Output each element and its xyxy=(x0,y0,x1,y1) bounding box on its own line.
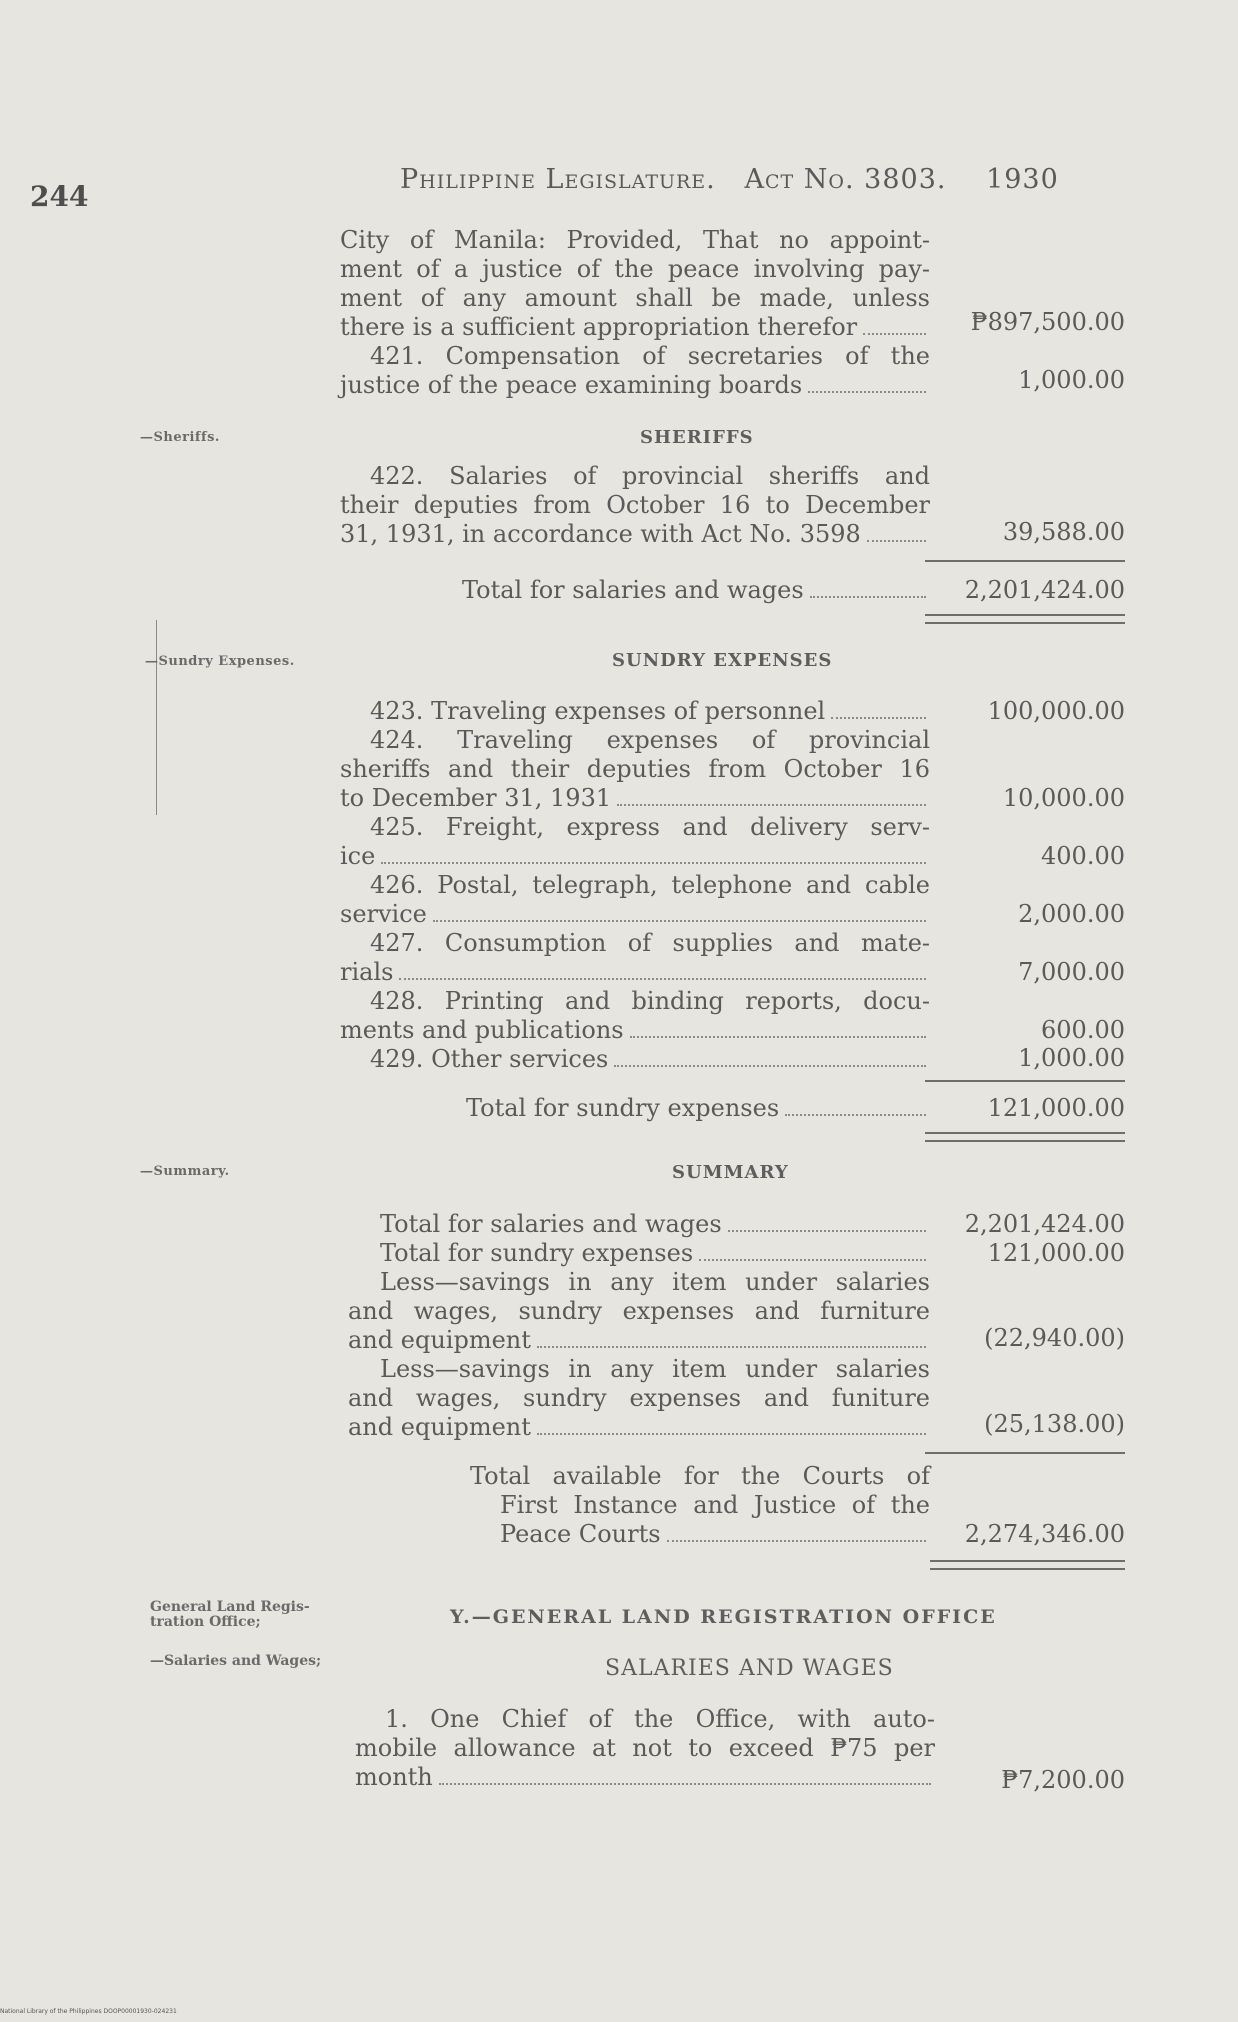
text-line: ment of a justice of the peace involving pay- xyxy=(340,255,930,283)
text-line: ments and publications xyxy=(340,1016,930,1045)
amount: 100,000.00 xyxy=(987,697,1125,725)
summary-total xyxy=(470,1462,930,1549)
text-line: 426. Postal, telegraph, telephone and cable xyxy=(370,871,930,899)
section-heading-salaries: SALARIES AND WAGES xyxy=(605,1656,894,1681)
amount: (22,940.00) xyxy=(984,1324,1125,1352)
margin-note-sheriffs: —Sheriffs. xyxy=(140,430,220,445)
text-line: 31, 1931, in accordance with Act No. 3598 xyxy=(340,520,930,549)
text-line: and equipment xyxy=(348,1326,930,1355)
text-line: there is a sufficient appropriation therefor xyxy=(340,313,930,342)
margin-note-salaries: —Salaries and Wages; xyxy=(150,1653,322,1669)
text-line: 421. Compensation of secretaries of the xyxy=(370,342,930,370)
sundry-items xyxy=(340,697,930,1074)
text-line: and wages, sundry expenses and funiture xyxy=(348,1384,930,1412)
text-line: service xyxy=(340,900,930,929)
text-line: their deputies from October 16 to December xyxy=(340,491,930,519)
amount: 2,201,424.00 xyxy=(964,1210,1125,1238)
text-line: rials xyxy=(340,958,930,987)
section-heading-sheriffs: SHERIFFS xyxy=(640,427,754,448)
amount: (25,138.00) xyxy=(984,1410,1125,1438)
double-rule xyxy=(930,1560,1125,1570)
text-line: 422. Salaries of provincial sheriffs and xyxy=(370,462,930,490)
manila-proviso xyxy=(340,226,930,400)
margin-note-sundry: —Sundry Expenses. xyxy=(145,654,295,669)
text-line: month xyxy=(355,1763,935,1792)
amount: 1,000.00 xyxy=(1018,366,1125,394)
running-head-act: Act No. 3803. xyxy=(744,164,947,195)
item-422 xyxy=(340,462,930,549)
text-line: and wages, sundry expenses and furniture xyxy=(348,1297,930,1325)
text-line: and equipment xyxy=(348,1413,930,1442)
scan-footer: National Library of the Philippines DOOP00001930-024231 xyxy=(0,2008,177,2015)
section-heading-land-registration: Y.—GENERAL LAND REGISTRATION OFFICE xyxy=(450,1606,997,1628)
text-line: 429. Other services xyxy=(340,1045,930,1074)
text-line: Total for salaries and wages xyxy=(380,1210,930,1239)
text-line: sheriffs and their deputies from October 16 xyxy=(340,755,930,783)
text-line: 424. Traveling expenses of provincial xyxy=(370,726,930,754)
text-line: ment of any amount shall be made, unless xyxy=(340,284,930,312)
double-rule xyxy=(925,1132,1125,1142)
summary-lines xyxy=(380,1210,930,1297)
running-head-title: Philippine Legislature. xyxy=(400,164,716,195)
total-salaries: Total for salaries and wages xyxy=(462,576,930,605)
running-head-year: 1930 xyxy=(986,164,1059,195)
amount: ₱897,500.00 xyxy=(970,308,1125,336)
text-line: 1. One Chief of the Office, with auto- xyxy=(385,1705,935,1733)
running-head xyxy=(400,164,1060,195)
amount: 600.00 xyxy=(1041,1016,1125,1044)
total-sundry: Total for sundry expenses xyxy=(466,1094,930,1123)
summary-less1 xyxy=(348,1297,930,1442)
text-line: Total available for the Courts of xyxy=(470,1462,930,1490)
text-line: Less—savings in any item under salaries xyxy=(380,1268,930,1296)
double-rule xyxy=(925,614,1125,624)
margin-note-summary: —Summary. xyxy=(140,1164,230,1179)
text-line: 425. Freight, express and delivery serv- xyxy=(370,813,930,841)
section-heading-summary: SUMMARY xyxy=(672,1162,789,1183)
text-line: First Instance and Justice of the xyxy=(500,1491,930,1519)
amount: 121,000.00 xyxy=(987,1094,1125,1122)
text-line: City of Manila: Provided, That no appoint- xyxy=(340,226,930,254)
margin-note-land-registration: General Land Regis- tration Office; xyxy=(150,1599,310,1630)
text-line: justice of the peace examining boards xyxy=(340,371,930,400)
amount: 2,201,424.00 xyxy=(964,576,1125,604)
text-line: 428. Printing and binding reports, docu- xyxy=(370,987,930,1015)
text-line: ice xyxy=(340,842,930,871)
amount: 400.00 xyxy=(1041,842,1125,870)
sum-rule xyxy=(925,1080,1125,1082)
sum-rule xyxy=(925,1452,1125,1454)
text-line: 423. Traveling expenses of personnel xyxy=(340,697,930,726)
amount: 2,274,346.00 xyxy=(964,1520,1125,1548)
text-line: Total for sundry expenses xyxy=(380,1239,930,1268)
section-heading-sundry: SUNDRY EXPENSES xyxy=(612,650,833,671)
text-line: Peace Courts xyxy=(470,1520,930,1549)
text-line: to December 31, 1931 xyxy=(340,784,930,813)
land-item-1 xyxy=(355,1705,935,1792)
amount: 10,000.00 xyxy=(1002,784,1125,812)
sum-rule xyxy=(925,560,1125,562)
amount: 39,588.00 xyxy=(1002,518,1125,546)
amount: 2,000.00 xyxy=(1018,900,1125,928)
amount: 1,000.00 xyxy=(1018,1044,1125,1072)
margin-bracket xyxy=(156,620,157,815)
page-number: 244 xyxy=(30,180,89,213)
amount: 7,000.00 xyxy=(1018,958,1125,986)
amount: 121,000.00 xyxy=(987,1239,1125,1267)
text-line: Less—savings in any item under salaries xyxy=(380,1355,930,1383)
text-line: mobile allowance at not to exceed ₱75 per xyxy=(355,1734,935,1762)
amount: ₱7,200.00 xyxy=(1001,1766,1125,1794)
text-line: 427. Consumption of supplies and mate- xyxy=(370,929,930,957)
